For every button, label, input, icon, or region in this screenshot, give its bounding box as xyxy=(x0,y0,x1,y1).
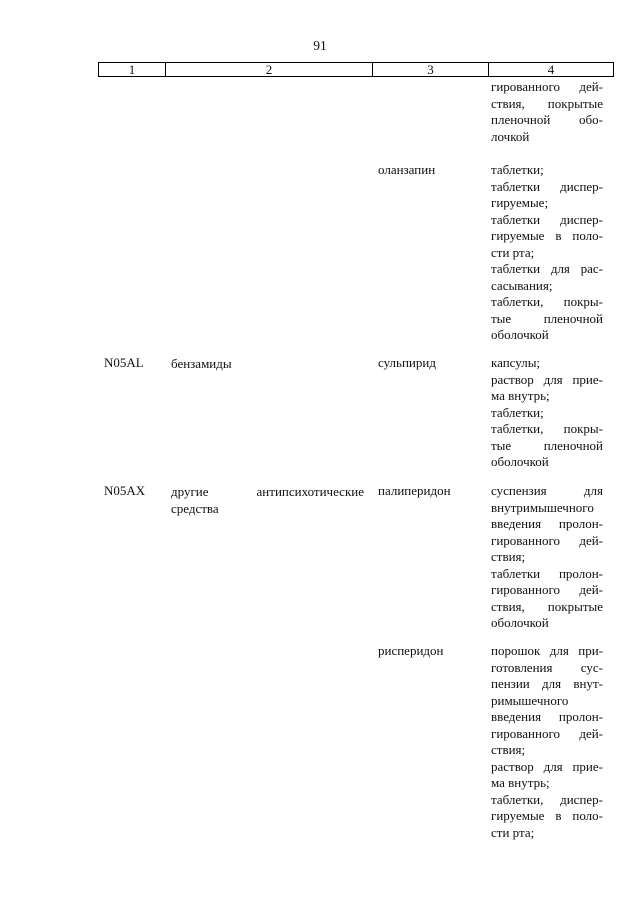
table-header xyxy=(98,62,614,77)
dosage-form-line: гированного дей- xyxy=(491,582,603,597)
dosage-form-line: ма внутрь; xyxy=(491,775,550,790)
dosage-form-line: введения пролон- xyxy=(491,516,603,531)
dosage-forms xyxy=(491,483,603,632)
dosage-form-line: таблетки диспер- xyxy=(491,211,603,227)
dosage-form-line: гированного дей- xyxy=(491,532,603,548)
substance-name: рисперидон xyxy=(378,643,444,658)
dosage-form-line: таблетки; xyxy=(491,404,544,420)
dosage-form-line: оболочкой xyxy=(491,454,549,469)
atc-code: N05AX xyxy=(104,483,146,498)
dosage-form-line: пленочной обо- xyxy=(491,112,603,127)
substance-name: сульпирид xyxy=(378,355,436,370)
therapeutic-group-line: средства xyxy=(171,501,219,516)
dosage-form-line: порошок для при- xyxy=(491,643,603,658)
dosage-forms xyxy=(491,79,603,145)
dosage-form-line: внутримышечного xyxy=(491,499,594,515)
dosage-form-line: раствор для прие- xyxy=(491,758,603,774)
dosage-form-line: суспензия для xyxy=(491,483,603,498)
dosage-form-line: гированного дей- xyxy=(491,79,603,94)
dosage-form-line: ма внутрь; xyxy=(491,388,550,403)
dosage-form-line: гируемые в поло- xyxy=(491,228,603,243)
column-number-2: 2 xyxy=(166,63,373,77)
dosage-form-line: таблетки диспер- xyxy=(491,178,603,194)
atc-code: N05AL xyxy=(104,355,144,370)
dosage-form-line: ствия, покрытые xyxy=(491,95,603,111)
dosage-form-line: готовления сус- xyxy=(491,659,603,675)
therapeutic-group: бензамиды xyxy=(171,356,232,371)
dosage-form-line: ствия; xyxy=(491,549,526,564)
dosage-form-line: гируемые; xyxy=(491,195,549,210)
dosage-form-line: введения пролон- xyxy=(491,709,603,724)
dosage-form-line: сасывания; xyxy=(491,277,553,293)
page-number: 91 xyxy=(313,38,327,53)
dosage-form-line: таблетки пролон- xyxy=(491,565,603,581)
substance-name: палиперидон xyxy=(378,483,451,498)
dosage-forms xyxy=(491,643,603,841)
dosage-forms xyxy=(491,355,603,471)
dosage-form-line: таблетки; xyxy=(491,162,544,177)
dosage-form-line: гированного дей- xyxy=(491,725,603,741)
dosage-form-line: капсулы; xyxy=(491,355,541,370)
dosage-form-line: лочкой xyxy=(491,128,530,144)
dosage-form-line: гируемые в поло- xyxy=(491,808,603,823)
dosage-form-line: пензии для внут- xyxy=(491,676,603,691)
dosage-form-line: таблетки для рас- xyxy=(491,261,603,276)
dosage-form-line: раствор для прие- xyxy=(491,371,603,387)
dosage-form-line: сти рта; xyxy=(491,244,535,260)
dosage-form-line: тые пленочной xyxy=(491,437,603,453)
dosage-form-line: оболочкой xyxy=(491,615,549,630)
dosage-form-line: оболочкой xyxy=(491,327,549,342)
dosage-form-line: таблетки, покры- xyxy=(491,421,603,436)
therapeutic-group xyxy=(171,483,364,517)
dosage-forms xyxy=(491,162,603,344)
dosage-form-line: римышечного xyxy=(491,692,569,708)
dosage-form-line: ствия, покрытые xyxy=(491,598,603,614)
dosage-form-line: сти рта; xyxy=(491,824,535,840)
column-number-4: 4 xyxy=(489,63,614,77)
column-number-3: 3 xyxy=(373,63,489,77)
dosage-form-line: ствия; xyxy=(491,742,526,757)
therapeutic-group-line: другие антипсихотические xyxy=(171,484,364,499)
substance-name: оланзапин xyxy=(378,162,436,177)
dosage-form-line: тые пленочной xyxy=(491,310,603,326)
dosage-form-line: таблетки, диспер- xyxy=(491,791,603,807)
column-number-1: 1 xyxy=(99,63,166,77)
dosage-form-line: таблетки, покры- xyxy=(491,294,603,309)
